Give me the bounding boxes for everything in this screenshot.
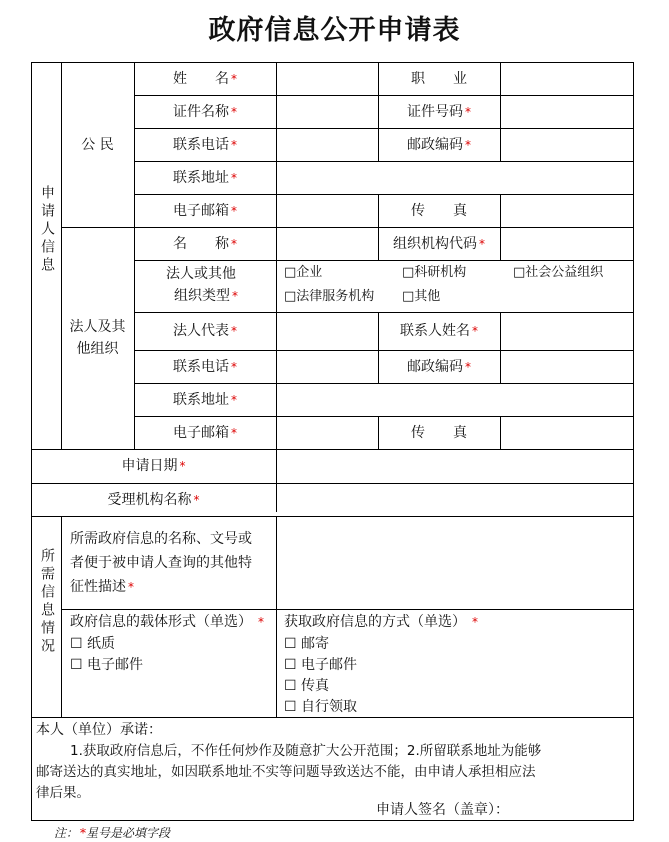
citizen-occupation-field[interactable] (501, 63, 633, 95)
commit-title: 本人（单位）承诺： (36, 722, 162, 738)
agency-name-field[interactable] (277, 484, 633, 516)
carrier-title: 政府信息的载体形式（单选） * (70, 614, 264, 630)
org-type-legal-service-checkbox[interactable]: □法律服务机构 (284, 289, 375, 304)
citizen-id-number-label: 证件号码 * (407, 103, 471, 120)
citizen-phone-label: 联系电话 * (173, 136, 237, 153)
org-label: 法人及其他组织 (69, 319, 126, 357)
org-fax-label: 传 真 (411, 424, 467, 441)
org-type-label-line1: 法人或其他 (166, 266, 236, 282)
info-desc-line2: 者便于被申请人查询的其他特 (70, 555, 252, 571)
signature-label: 申请人签名（盖章）： (376, 802, 509, 818)
org-name-field[interactable] (277, 228, 378, 260)
org-type-label-line2: 组织类型 * (174, 288, 238, 304)
obtain-mail-checkbox[interactable]: ☐ 邮寄 (284, 636, 330, 652)
info-desc-line1: 所需政府信息的名称、文号或 (70, 531, 252, 547)
citizen-name-field[interactable] (277, 63, 378, 95)
agency-name-label: 受理机构名称 * (107, 491, 200, 508)
commit-line3: 律后果。 (36, 785, 90, 801)
citizen-fax-label: 传 真 (411, 202, 467, 219)
obtain-fax-checkbox[interactable]: ☐ 传真 (284, 678, 330, 694)
citizen-address-field[interactable] (277, 162, 633, 194)
commit-line1: 1.获取政府信息后，不作任何炒作及随意扩大公开范围；2.所留联系地址为能够 (70, 743, 542, 759)
citizen-name-label: 姓 名 * (173, 70, 237, 87)
org-postcode-field[interactable] (501, 351, 633, 383)
org-phone-label: 联系电话 * (173, 358, 237, 375)
org-address-field[interactable] (277, 384, 633, 416)
carrier-email-checkbox[interactable]: ☐ 电子邮件 (70, 657, 144, 673)
commit-line2: 邮寄送达的真实地址，如因联系地址不实等问题导致送达不能，由申请人承担相应法 (36, 764, 536, 780)
org-rep-label: 法人代表 * (173, 323, 237, 339)
signature-field[interactable] (520, 800, 630, 818)
citizen-fax-field[interactable] (501, 195, 633, 227)
citizen-email-label: 电子邮箱 * (173, 202, 237, 219)
org-type-other-checkbox[interactable]: □其他 (402, 289, 441, 304)
citizen-occupation-label: 职 业 (411, 70, 467, 87)
org-type-research-checkbox[interactable]: □科研机构 (402, 265, 467, 280)
section-applicant-label: 申请人信息 (39, 185, 55, 275)
org-code-label: 组织机构代码 * (393, 235, 485, 252)
citizen-id-name-label: 证件名称 * (173, 103, 237, 120)
org-postcode-label: 邮政编码 * (407, 358, 471, 375)
form-title: 政府信息公开申请表 (208, 15, 461, 46)
citizen-address-label: 联系地址 * (173, 169, 237, 186)
citizen-label: 公 民 (81, 136, 114, 153)
citizen-id-number-field[interactable] (501, 96, 633, 128)
org-rep-field[interactable] (277, 313, 378, 350)
org-name-label: 名 称 * (173, 235, 237, 252)
org-phone-field[interactable] (277, 351, 378, 383)
carrier-paper-checkbox[interactable]: ☐ 纸质 (70, 636, 116, 652)
citizen-email-field[interactable] (277, 195, 378, 227)
org-contact-name-label: 联系人姓名 * (400, 323, 478, 339)
obtain-self-pickup-checkbox[interactable]: ☐ 自行领取 (284, 699, 358, 715)
apply-date-field[interactable] (277, 450, 633, 483)
org-type-enterprise-checkbox[interactable]: □企业 (284, 265, 323, 280)
org-type-public-welfare-checkbox[interactable]: □社会公益组织 (513, 265, 604, 280)
org-fax-field[interactable] (501, 417, 633, 449)
info-desc-field[interactable] (277, 517, 633, 609)
apply-date-label: 申请日期 * (121, 458, 186, 474)
citizen-postcode-field[interactable] (501, 129, 633, 161)
section-info-label: 所需信息情况 (39, 548, 55, 656)
citizen-id-name-field[interactable] (277, 96, 378, 128)
required-note: 注： *星号是必填字段 (54, 826, 171, 840)
org-code-field[interactable] (501, 228, 633, 260)
org-contact-name-field[interactable] (501, 313, 633, 350)
citizen-phone-field[interactable] (277, 129, 378, 161)
obtain-title: 获取政府信息的方式（单选） * (284, 614, 478, 630)
info-desc-line3: 征性描述 * (70, 579, 134, 595)
citizen-postcode-label: 邮政编码 * (407, 136, 471, 153)
org-email-label: 电子邮箱 * (173, 424, 237, 441)
org-address-label: 联系地址 * (173, 391, 237, 408)
obtain-email-checkbox[interactable]: ☐ 电子邮件 (284, 657, 358, 673)
org-email-field[interactable] (277, 417, 378, 449)
